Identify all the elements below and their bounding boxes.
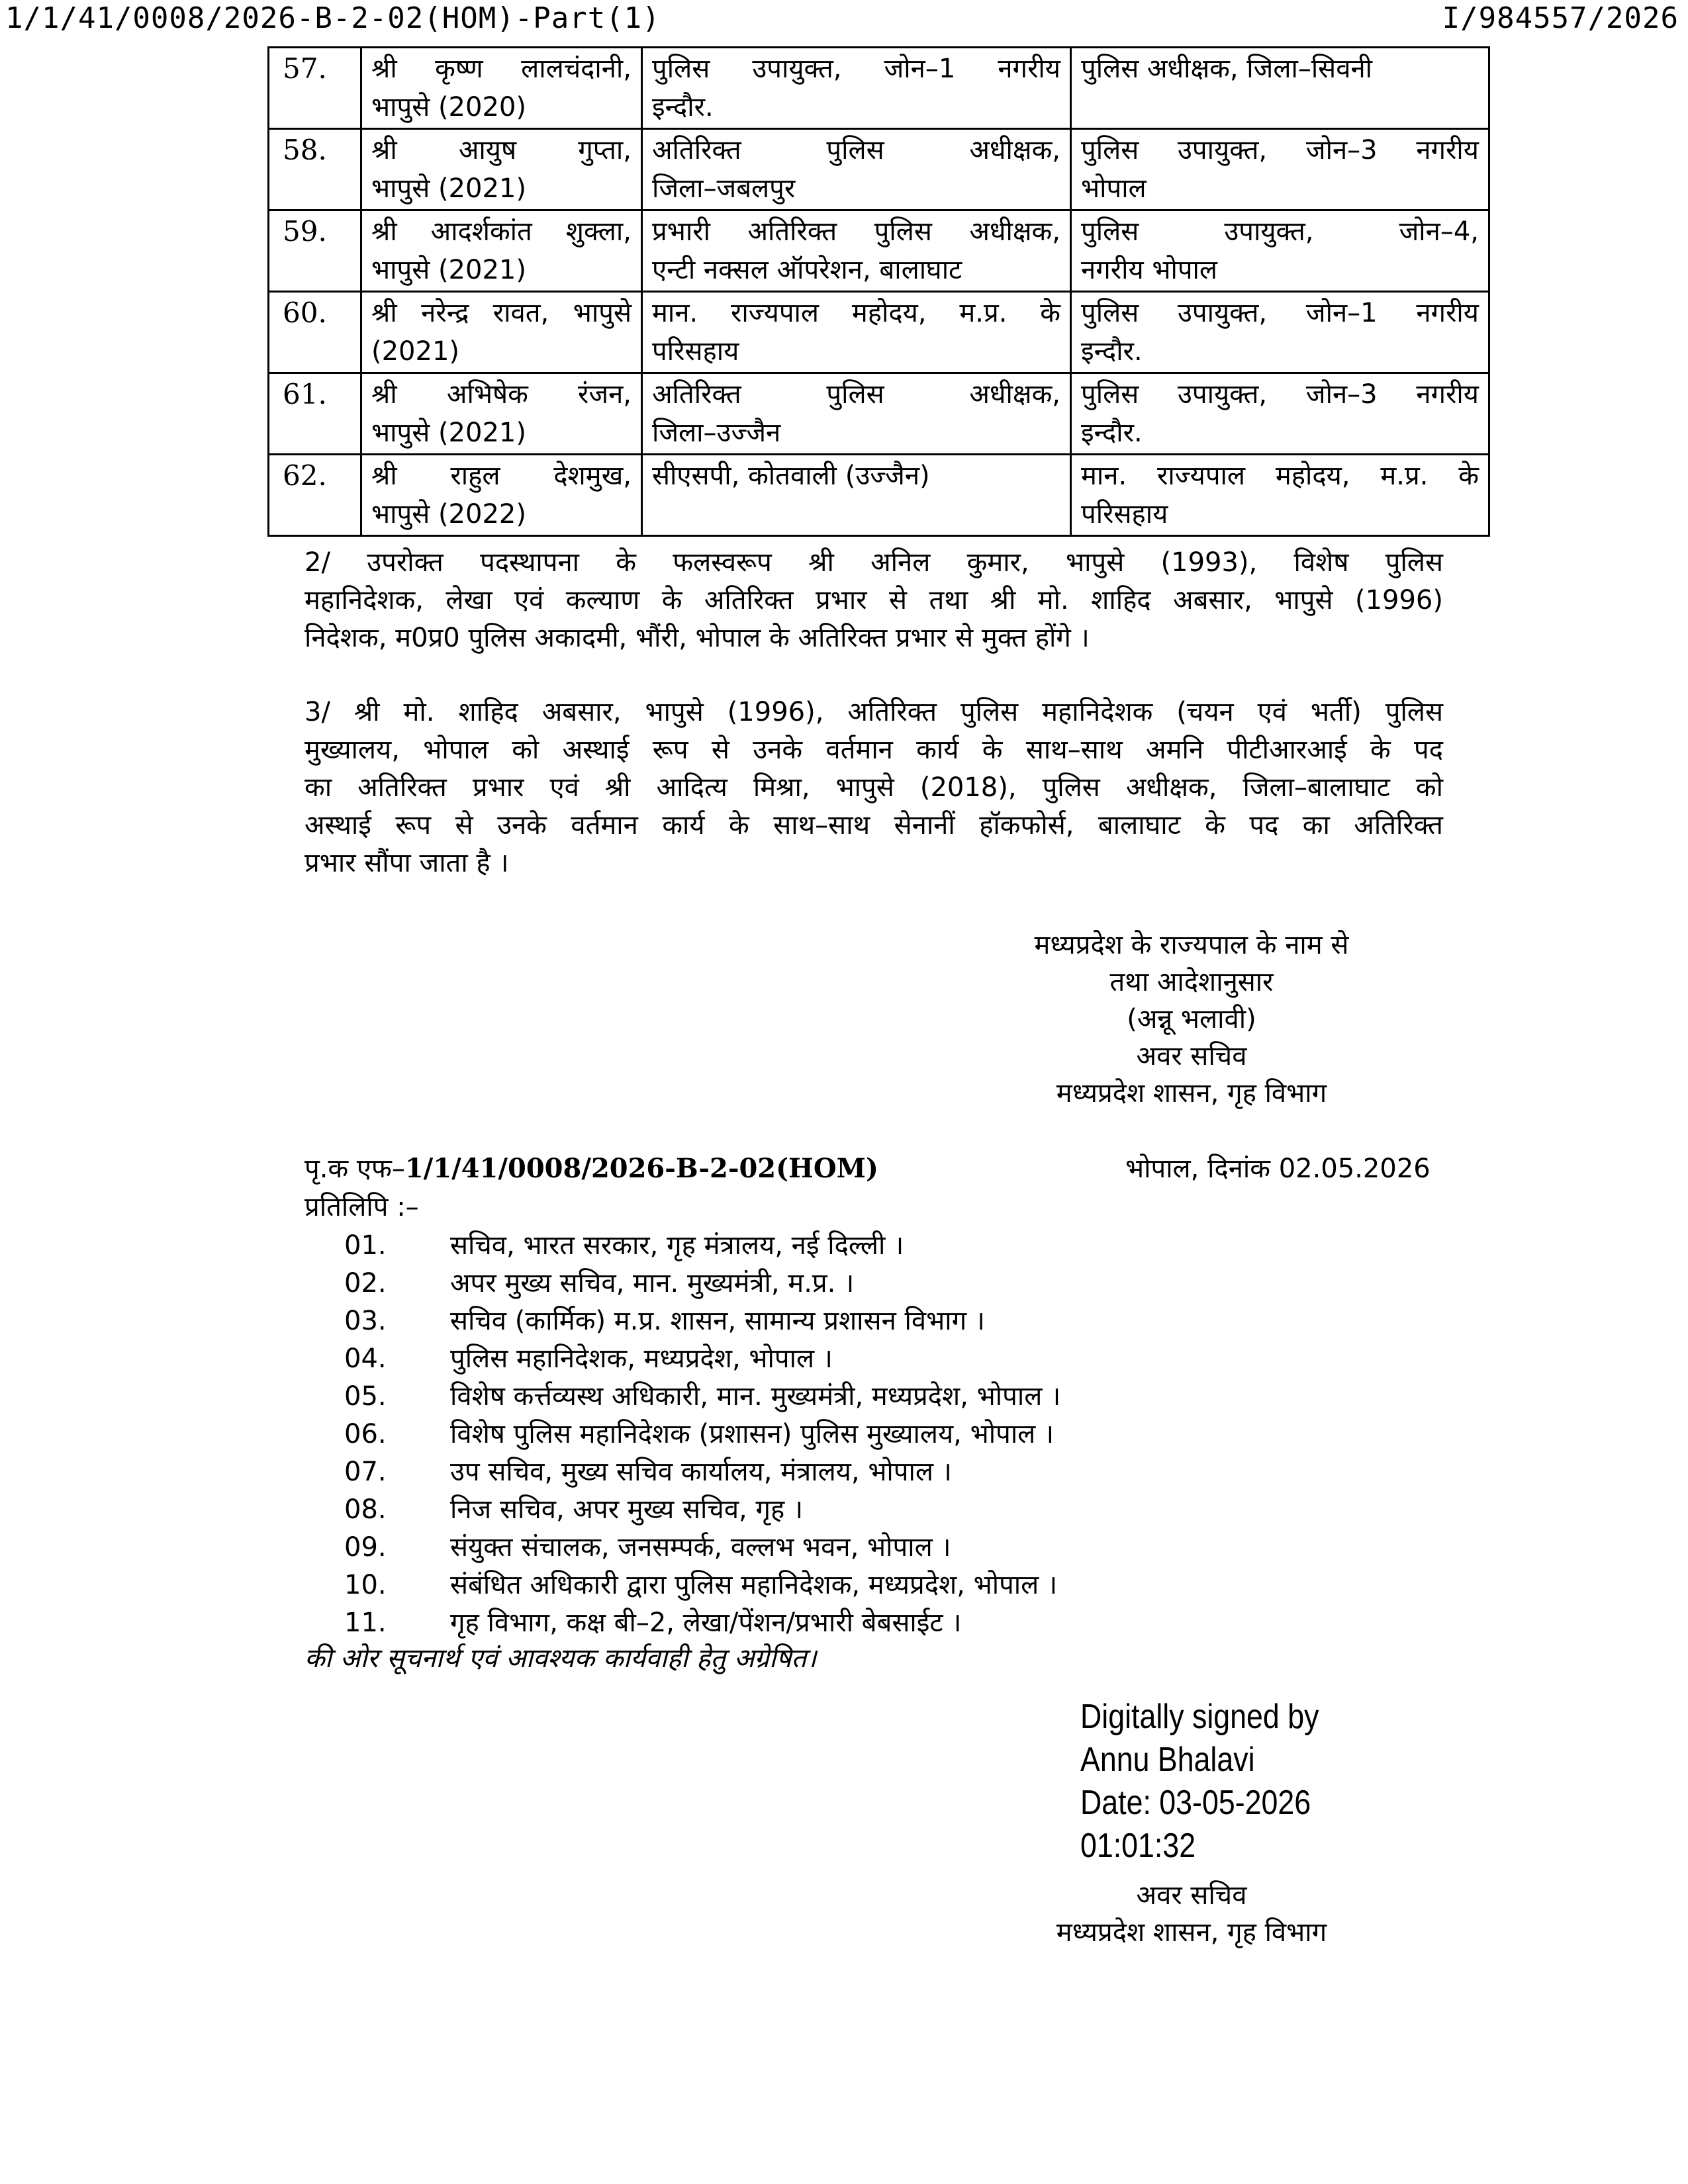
list-item-number: 01. <box>344 1230 387 1261</box>
cell-text-line: इन्दौर. <box>1081 418 1143 448</box>
list-item <box>344 1416 1060 1453</box>
table-row <box>269 455 1489 536</box>
cell-text-line: अतिरिक्त पुलिस अधीक्षक, <box>652 379 1060 410</box>
list-item-number: 04. <box>344 1343 387 1374</box>
new-posting-cell <box>1071 292 1489 373</box>
cell-text-line: मान. राज्यपाल महोदय, म.प्र. के <box>1081 461 1479 491</box>
posting-table <box>267 46 1490 537</box>
current-posting-cell <box>642 373 1071 455</box>
paragraph-line: 2/ उपरोक्त पदस्थापना के फलस्वरूप श्री अनिल कुमार, भापुसे (1993), विशेष पुलिस <box>305 547 1443 578</box>
cell-text-line: श्री नरेन्द्र रावत, भापुसे <box>371 298 632 328</box>
list-item-number: 10. <box>344 1570 387 1600</box>
cell-text-line: पुलिस अधीक्षक, जिला–सिवनी <box>1081 54 1373 84</box>
cell-text-line: इन्दौर. <box>1081 336 1143 367</box>
cell-text-line: पुलिस उपायुक्त, जोन–1 नगरीय <box>1081 298 1479 328</box>
officer-name-cell <box>361 129 642 210</box>
digital-signature-line: Digitally signed by <box>1080 1698 1319 1736</box>
current-posting-cell <box>642 129 1071 210</box>
cell-text-line: भापुसे (2020) <box>371 92 526 122</box>
list-item-text: सचिव (कार्मिक) म.प्र. शासन, सामान्य प्रशासन विभाग । <box>450 1306 985 1336</box>
serial-number-cell: 60. <box>269 292 361 373</box>
new-posting-cell <box>1071 129 1489 210</box>
list-item-number: 09. <box>344 1532 387 1563</box>
officer-name-cell <box>361 48 642 129</box>
serial-number-cell: 61. <box>269 373 361 455</box>
list-item-text: विशेष पुलिस महानिदेशक (प्रशासन) पुलिस मुख्यालय, भोपाल । <box>450 1419 1055 1449</box>
list-item-text: सचिव, भारत सरकार, गृह मंत्रालय, नई दिल्ली । <box>450 1230 904 1261</box>
document-header-reference: 1/1/41/0008/2026-B-2-02(HOM)-Part(1) <box>5 1 661 35</box>
signature-line: तथा आदेशानुसार <box>1109 967 1274 997</box>
digital-signature-line: 01:01:32 <box>1080 1827 1196 1865</box>
list-item-text: संबंधित अधिकारी द्वारा पुलिस महानिदेशक, मध्यप्रदेश, भोपाल । <box>450 1570 1058 1600</box>
paragraph-line: महानिदेशक, लेखा एवं कल्याण के अतिरिक्त प्रभार से तथा श्री मो. शाहिद अबसार, भापुसे (1996) <box>305 585 1443 615</box>
cell-text-line: नगरीय भोपाल <box>1081 255 1218 285</box>
cell-text-line: श्री कृष्ण लालचंदानी, <box>371 54 632 84</box>
cell-text-line: पुलिस उपायुक्त, जोन–3 नगरीय <box>1081 379 1479 410</box>
cell-text-line: परिसहाय <box>1081 499 1168 529</box>
reference-code: 1/1/41/0008/2026-B-2-02(HOM) <box>404 1153 878 1184</box>
cell-text-line: जिला–जबलपुर <box>652 173 796 204</box>
current-posting-cell <box>642 292 1071 373</box>
list-item-number: 05. <box>344 1381 387 1412</box>
table-row <box>269 292 1489 373</box>
signature-block-footer <box>980 1877 1403 1951</box>
table-row <box>269 48 1489 129</box>
list-item-text: संयुक्त संचालक, जनसम्पर्क, वल्लभ भवन, भोपाल । <box>450 1532 951 1563</box>
serial-number-cell: 59. <box>269 210 361 292</box>
list-item-text: अपर मुख्य सचिव, मान. मुख्यमंत्री, म.प्र. । <box>450 1268 855 1298</box>
cell-text-line: पुलिस उपायुक्त, जोन–1 नगरीय <box>652 54 1060 84</box>
signature-line: मध्यप्रदेश शासन, गृह विभाग <box>1056 1078 1327 1109</box>
list-item-number: 03. <box>344 1306 387 1336</box>
cell-text-line: श्री आदर्शकांत शुक्ला, <box>371 216 632 247</box>
cell-text-line: पुलिस उपायुक्त, जोन–3 नगरीय <box>1081 135 1479 165</box>
paragraph-2 <box>305 544 1443 657</box>
signature-line: मध्यप्रदेश शासन, गृह विभाग <box>1056 1917 1327 1948</box>
table-row <box>269 373 1489 455</box>
digital-signature-line: Annu Bhalavi <box>1080 1741 1255 1779</box>
signature-line: अवर सचिव <box>1136 1041 1247 1071</box>
document-header-number: I/984557/2026 <box>1442 1 1679 35</box>
list-item <box>344 1529 1060 1567</box>
serial-number-cell: 62. <box>269 455 361 536</box>
cell-text-line: भापुसे (2022) <box>371 499 526 529</box>
table-row <box>269 210 1489 292</box>
cell-text-line: अतिरिक्त पुलिस अधीक्षक, <box>652 135 1060 165</box>
reference-number <box>305 1150 878 1187</box>
signature-line: मध्यप्रदेश के राज्यपाल के नाम से <box>1034 930 1349 960</box>
paragraph-line: 3/ श्री मो. शाहिद अबसार, भापुसे (1996), अतिरिक्त पुलिस महानिदेशक (चयन एवं भर्ती) पुलिस <box>305 697 1443 727</box>
new-posting-cell <box>1071 210 1489 292</box>
new-posting-cell <box>1071 48 1489 129</box>
cell-text-line: भापुसे (2021) <box>371 255 526 285</box>
copy-to-title: प्रतिलिपि :– <box>305 1192 419 1222</box>
list-item-text: गृह विभाग, कक्ष बी–2, लेखा/पेंशन/प्रभारी बेबसाईट । <box>450 1608 962 1638</box>
new-posting-cell <box>1071 455 1489 536</box>
cell-text-line: पुलिस उपायुक्त, जोन–4, <box>1081 216 1479 247</box>
list-item <box>344 1567 1060 1604</box>
list-item <box>344 1378 1060 1416</box>
paragraph-line: का अतिरिक्त प्रभार एवं श्री आदित्य मिश्रा, भापुसे (2018), पुलिस अधीक्षक, जिला–बालाघाट को <box>305 772 1443 803</box>
paragraph-line: प्रभार सौंपा जाता है । <box>305 848 509 878</box>
digital-signature-line: Date: 03-05-2026 <box>1080 1784 1311 1822</box>
list-item <box>344 1604 1060 1642</box>
current-posting-cell <box>642 455 1071 536</box>
list-item-number: 02. <box>344 1268 387 1298</box>
list-item-number: 08. <box>344 1494 387 1525</box>
list-item <box>344 1340 1060 1378</box>
cell-text-line: प्रभारी अतिरिक्त पुलिस अधीक्षक, <box>652 216 1060 247</box>
cell-text-line: सीएसपी, कोतवाली (उज्जैन) <box>652 461 930 491</box>
list-item <box>344 1302 1060 1340</box>
list-item <box>344 1265 1060 1302</box>
paragraph-line: अस्थाई रूप से उनके वर्तमान कार्य के साथ–साथ सेनानीं हॉकफोर्स, बालाघाट के पद का अतिरिक्त <box>305 810 1443 841</box>
cell-text-line: श्री आयुष गुप्ता, <box>371 135 632 165</box>
list-item-number: 06. <box>344 1419 387 1449</box>
cell-text-line: भापुसे (2021) <box>371 418 526 448</box>
copy-to-list <box>344 1227 1060 1642</box>
paragraph-line: मुख्यालय, भोपाल को अस्थाई रूप से उनके वर्तमान कार्य के साथ–साथ अमनि पीटीआरआई के पद <box>305 735 1443 765</box>
officer-name-cell <box>361 292 642 373</box>
officer-name-cell <box>361 373 642 455</box>
cell-text-line: जिला–उज्जैन <box>652 418 781 448</box>
list-item-text: पुलिस महानिदेशक, मध्यप्रदेश, भोपाल । <box>450 1343 833 1374</box>
cell-text-line: एन्टी नक्सल ऑपरेशन, बालाघाट <box>652 255 962 285</box>
cell-text-line: (2021) <box>371 336 460 367</box>
serial-number-cell: 58. <box>269 129 361 210</box>
paragraph-line: निदेशक, म0प्र0 पुलिस अकादमी, भौंरी, भोपाल के अतिरिक्त प्रभार से मुक्त होंगे । <box>305 623 1090 653</box>
current-posting-cell <box>642 210 1071 292</box>
list-item-text: विशेष कर्त्तव्यस्थ अधिकारी, मान. मुख्यमंत्री, मध्यप्रदेश, भोपाल । <box>450 1381 1061 1412</box>
new-posting-cell <box>1071 373 1489 455</box>
digital-signature <box>1080 1696 1319 1868</box>
cell-text-line: भोपाल <box>1081 173 1147 204</box>
list-item-number: 11. <box>344 1608 387 1638</box>
reference-date: भोपाल, दिनांक 02.05.2026 <box>1125 1154 1430 1184</box>
signature-line: (अन्नू भलावी) <box>1127 1004 1256 1034</box>
list-item <box>344 1227 1060 1265</box>
posting-table-body <box>269 48 1489 536</box>
serial-number-cell: 57. <box>269 48 361 129</box>
table-row <box>269 129 1489 210</box>
cell-text-line: मान. राज्यपाल महोदय, म.प्र. के <box>652 298 1060 328</box>
signature-line: अवर सचिव <box>1136 1880 1247 1911</box>
list-item <box>344 1491 1060 1529</box>
cell-text-line: परिसहाय <box>652 336 739 367</box>
forwarding-note: की ओर सूचनार्थ एवं आवश्यक कार्यवाही हेतु अग्रेषित। <box>305 1643 817 1674</box>
current-posting-cell <box>642 48 1071 129</box>
cell-text-line: इन्दौर. <box>652 92 714 122</box>
cell-text-line: भापुसे (2021) <box>371 173 526 204</box>
list-item-number: 07. <box>344 1457 387 1487</box>
cell-text-line: श्री राहुल देशमुख, <box>371 461 632 491</box>
list-item-text: निज सचिव, अपर मुख्य सचिव, गृह । <box>450 1494 804 1525</box>
signature-block-order <box>980 927 1403 1112</box>
list-item <box>344 1453 1060 1491</box>
officer-name-cell <box>361 210 642 292</box>
officer-name-cell <box>361 455 642 536</box>
list-item-text: उप सचिव, मुख्य सचिव कार्यालय, मंत्रालय, भोपाल । <box>450 1457 952 1487</box>
cell-text-line: श्री अभिषेक रंजन, <box>371 379 632 410</box>
paragraph-3 <box>305 694 1443 882</box>
reference-prefix: पृ.क एफ– <box>305 1154 405 1184</box>
